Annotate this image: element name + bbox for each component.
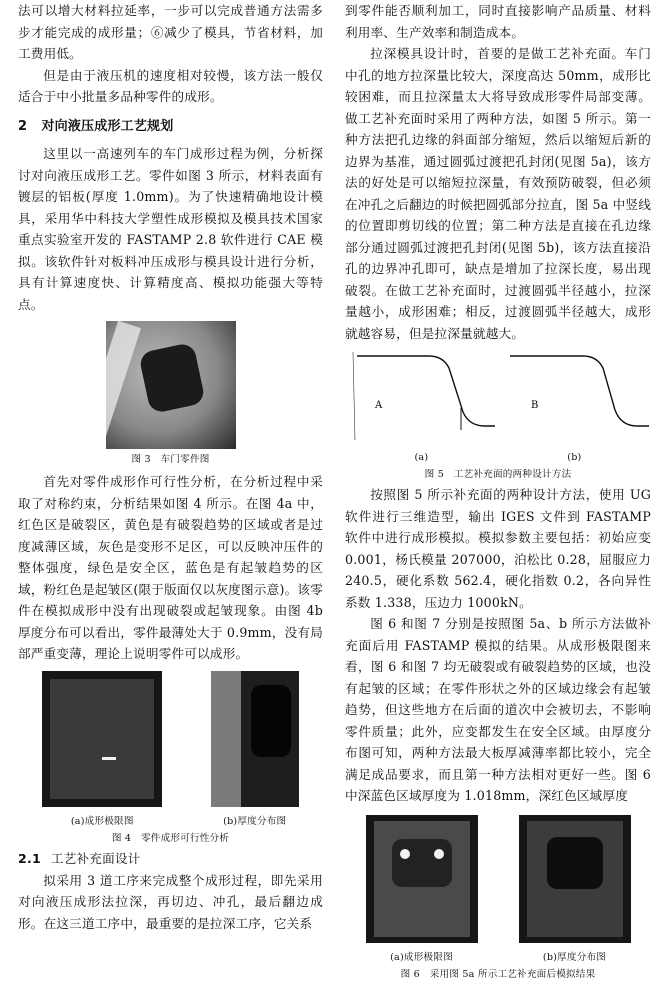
figure-3-caption: 图 3 车门零件图	[131, 454, 210, 465]
figure-3-door-part-image	[106, 321, 236, 449]
figure-4	[18, 671, 323, 833]
figure-5b-diagram	[510, 356, 649, 426]
paragraph-design: 拉深模具设计时，首要的是做工艺补充面。车门中孔的地方拉深量比较大，深度高达 50mm，成形比较困难，而且拉深量太大将导致成形零件局部变薄。做工艺补充面时采用了两种方法，如图 5 所示。第一种方法把孔边缘的斜面部分缩短，然后以缩短后新的边界为基准，通过圆弧过渡把孔封闭(见图 5a)，该方法的好处是可以缩短拉深量，有效预防破裂，但必须在冲孔之后翻边的时候把圆弧部分拉直，图 5a 中竖线的位置即剪切线的位置；第二种方法是直接在孔边缘部分通过圆弧过渡把孔封闭(见图 5b)，该方法直接沿孔的边界冲孔即可，缺点是增加了拉深长度，易出现破裂。在做工艺补充面时，过渡圆弧半径越小，拉深量越小，成形困难；相反，过渡圆弧半径越大，成形就越容易，但是拉深量就越大。	[345, 46, 651, 341]
section-title: 对向液压成形工艺规划	[41, 118, 174, 134]
figure-4b-thickness-image	[211, 671, 299, 807]
figure-6-caption: 图 6 采用图 5a 所示工艺补充面后模拟结果	[400, 969, 596, 980]
figure-5b-letter: B	[531, 400, 539, 411]
figure-5a-diagram	[353, 352, 495, 440]
figure-5b-label: (b)	[567, 451, 582, 463]
paragraph-limitation: 但是由于液压机的速度相对较慢，该方法一般仅适合于中小批量多品种零件的成形。	[18, 67, 323, 104]
paragraph-continued: 到零件能否顺利加工，同时直接影响产品质量、材料利用率、生产效率和制造成本。	[345, 3, 651, 40]
paragraph-modeling: 按照图 5 所示补充面的两种设计方法，使用 UG 软件进行三维造型，输出 IGES 文件到 FASTAMP 软件中进行成形模拟。模拟参数主要包括：初始应变 0.001，杨氏模量 207000，泊松比 0.28，屈服应力 240.5，硬化系数 562.4，硬化指数 0.2，各向异性系数 1.338，压边力 1000kN。	[345, 487, 651, 610]
figure-4a	[42, 671, 162, 833]
figure-4a-label: (a)成形极限图	[70, 815, 134, 827]
section-heading-2-1	[18, 848, 323, 870]
figure-6a-label: (a)成形极限图	[390, 951, 453, 963]
figure-5-caption: 图 5 工艺补充面的两种设计方法	[424, 469, 572, 480]
figure-5-diagrams	[345, 352, 651, 440]
figure-4a-forming-limit-image	[42, 671, 162, 807]
left-column	[18, 0, 323, 934]
figure-6b-thickness-image	[519, 815, 631, 943]
paragraph-advantages-end: 法可以增大材料拉延率，一步可以完成普通方法需多步才能完成的成形量；⑥减少了模具，节省材料，加工费用低。	[18, 3, 323, 61]
subsection-title: 工艺补充面设计	[50, 851, 141, 866]
figure-4b-label: (b)厚度分布图	[223, 815, 287, 827]
figure-4b	[211, 671, 299, 833]
figure-6b-label: (b)厚度分布图	[542, 951, 607, 963]
figure-5	[345, 352, 651, 482]
paragraph-analysis: 首先对零件成形作可行性分析，在分析过程中采取了对称约束，分析结果如图 4 所示。在图 4a 中，红色区是破裂区，黄色是有破裂趋势的区域或者是过度减薄区域，灰色是变形不足区，可以反映冲压件的整体强度，绿色是安全区，蓝色是有起皱趋势的区域，粉红色是起皱区(限于版面仅以灰度图示意)。该零件在模拟成形中没有出现破裂或起皱现象。由图 4b 厚度分布可以看出，零件最薄处大于 0.9mm，没有局部严重变薄，理论上说明零件可以成形。	[18, 474, 323, 661]
figure-5a-letter: A	[375, 400, 383, 411]
figure-6a	[366, 815, 478, 969]
subsection-number: 2.1	[18, 851, 41, 866]
figure-5a-label: (a)	[414, 451, 429, 463]
figure-4-caption: 图 4 零件成形可行性分析	[111, 833, 230, 844]
paragraph-process: 拟采用 3 道工序来完成整个成形过程，即先采用对向液压成形法拉深，再切边、冲孔，最后翻边成形。在这三道工序中，最重要的是拉深工序，它关系	[18, 872, 323, 931]
paragraph-intro: 这里以一高速列车的车门成形过程为例，分析探讨对向液压成形工艺。零件如图 3 所示，材料表面有镀层的铝板(厚度 1.0mm)。为了快速精确地设计模具，采用华中科技大学塑性成形模拟及模具技术国家重点实验室开发的 FASTAMP 2.8 软件进行 CAE 模拟。该软件针对板料冲压成形与模具设计进行分析，具有计算速度快、计算精度高、模拟功能强大等特点。	[18, 146, 323, 312]
right-column	[345, 0, 651, 982]
section-heading-2	[18, 116, 323, 138]
paragraph-results: 图 6 和图 7 分别是按照图 5a、b 所示方法做补充面后用 FASTAMP 模拟的结果。从成形极限图来看，图 6 和图 7 均无破裂或有破裂趋势的区域，也没有起皱的区域；在零件形状之外的区域边缘会有起皱趋势，但这些地方在后面的道次中会被切去，不影响零件质量；此外，应变都发生在安全区域。由厚度分布图可知，两种方法最大板厚减薄率都比较小，完全满足成品要求，而且第一种方法相对更好一些。图 6 中深蓝色区域厚度为 1.018mm，深红色区域厚度	[345, 616, 651, 803]
figure-6b	[519, 815, 631, 969]
figure-6	[345, 815, 651, 969]
figure-6a-forming-limit-image	[366, 815, 478, 943]
section-number: 2	[18, 118, 28, 134]
